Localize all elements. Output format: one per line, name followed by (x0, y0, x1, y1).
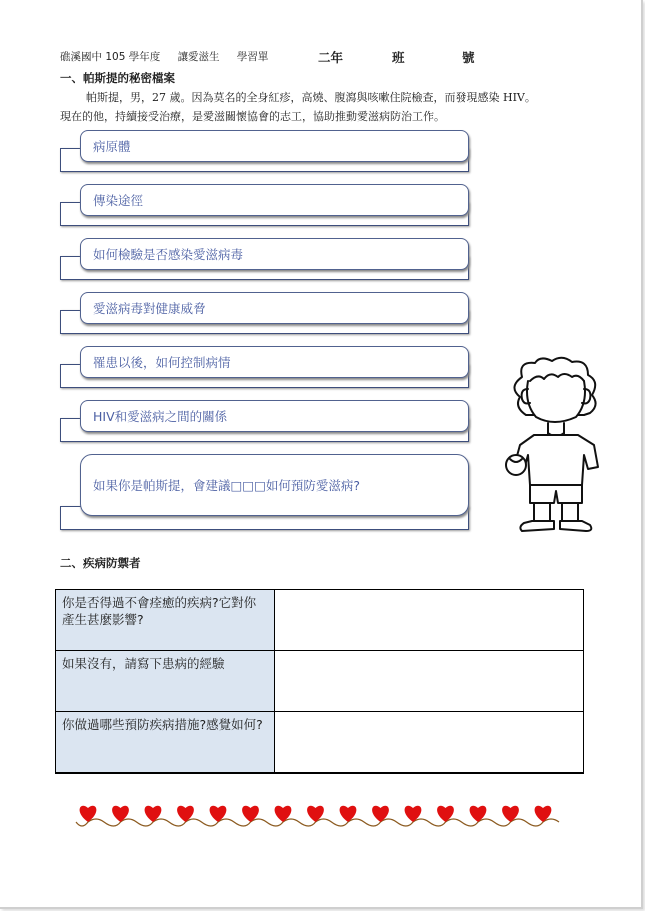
answer-cell[interactable] (275, 651, 584, 712)
story-line-1: 帕斯提，男，27 歲。因為莫名的全身紅疹，高燒、腹瀉與咳嗽住院檢查，而發現感染 HIV。 (86, 91, 536, 104)
class-label: 班 (392, 50, 405, 65)
heart-vine-border (70, 800, 570, 830)
story-line-2: 現在的他，持續接受治療，是愛滋關懷協會的志工，協助推動愛滋病防治工作。 (60, 110, 445, 123)
number-label: 號 (462, 50, 475, 65)
table-row (56, 651, 584, 712)
section2-title: 二、疾病防禦者 (60, 556, 141, 570)
section1-title: 一、帕斯提的秘密檔案 (60, 71, 175, 85)
answer-cell[interactable] (275, 590, 584, 651)
topic-card-label: 病原體 (80, 130, 469, 162)
school-year-label: 礁溪國中 105 學年度 (60, 51, 161, 63)
topic-box-health-threat (60, 292, 469, 334)
topic-box-transmission (60, 184, 469, 226)
subject-label: 讓愛滋生 (177, 51, 220, 63)
topic-box-testing (60, 238, 469, 280)
disease-defender-table (55, 589, 584, 774)
answer-cell[interactable] (275, 712, 584, 773)
story-paragraph (60, 88, 580, 126)
question-cell: 你是否得過不會痊癒的疾病?它對你產生甚麼影響? (56, 590, 275, 651)
sheet-type-label: 學習單 (236, 51, 269, 63)
topic-box-hiv-aids-relation (60, 400, 469, 442)
topic-box-pathogen (60, 130, 469, 172)
boy-illustration (500, 355, 610, 540)
topic-card-label: 如何檢驗是否感染愛滋病毒 (80, 238, 469, 270)
topic-box-control (60, 346, 469, 388)
topic-card-label: 愛滋病毒對健康威脅 (80, 292, 469, 324)
table-row (56, 590, 584, 651)
topic-box-prevention-advice (60, 454, 469, 530)
question-cell: 你做過哪些預防疾病措施?感覺如何? (56, 712, 275, 773)
worksheet-header (60, 49, 282, 64)
topic-card-label: 罹患以後，如何控制病情 (80, 346, 469, 378)
grade-label: 二年 (318, 50, 344, 65)
topic-card-label: HIV和愛滋病之間的關係 (80, 400, 469, 432)
table-row (56, 712, 584, 773)
topic-card-label: 傳染途徑 (80, 184, 469, 216)
topic-card-label: 如果你是帕斯提，會建議□□□如何預防愛滋病? (80, 454, 469, 516)
question-cell: 如果沒有，請寫下患病的經驗 (56, 651, 275, 712)
